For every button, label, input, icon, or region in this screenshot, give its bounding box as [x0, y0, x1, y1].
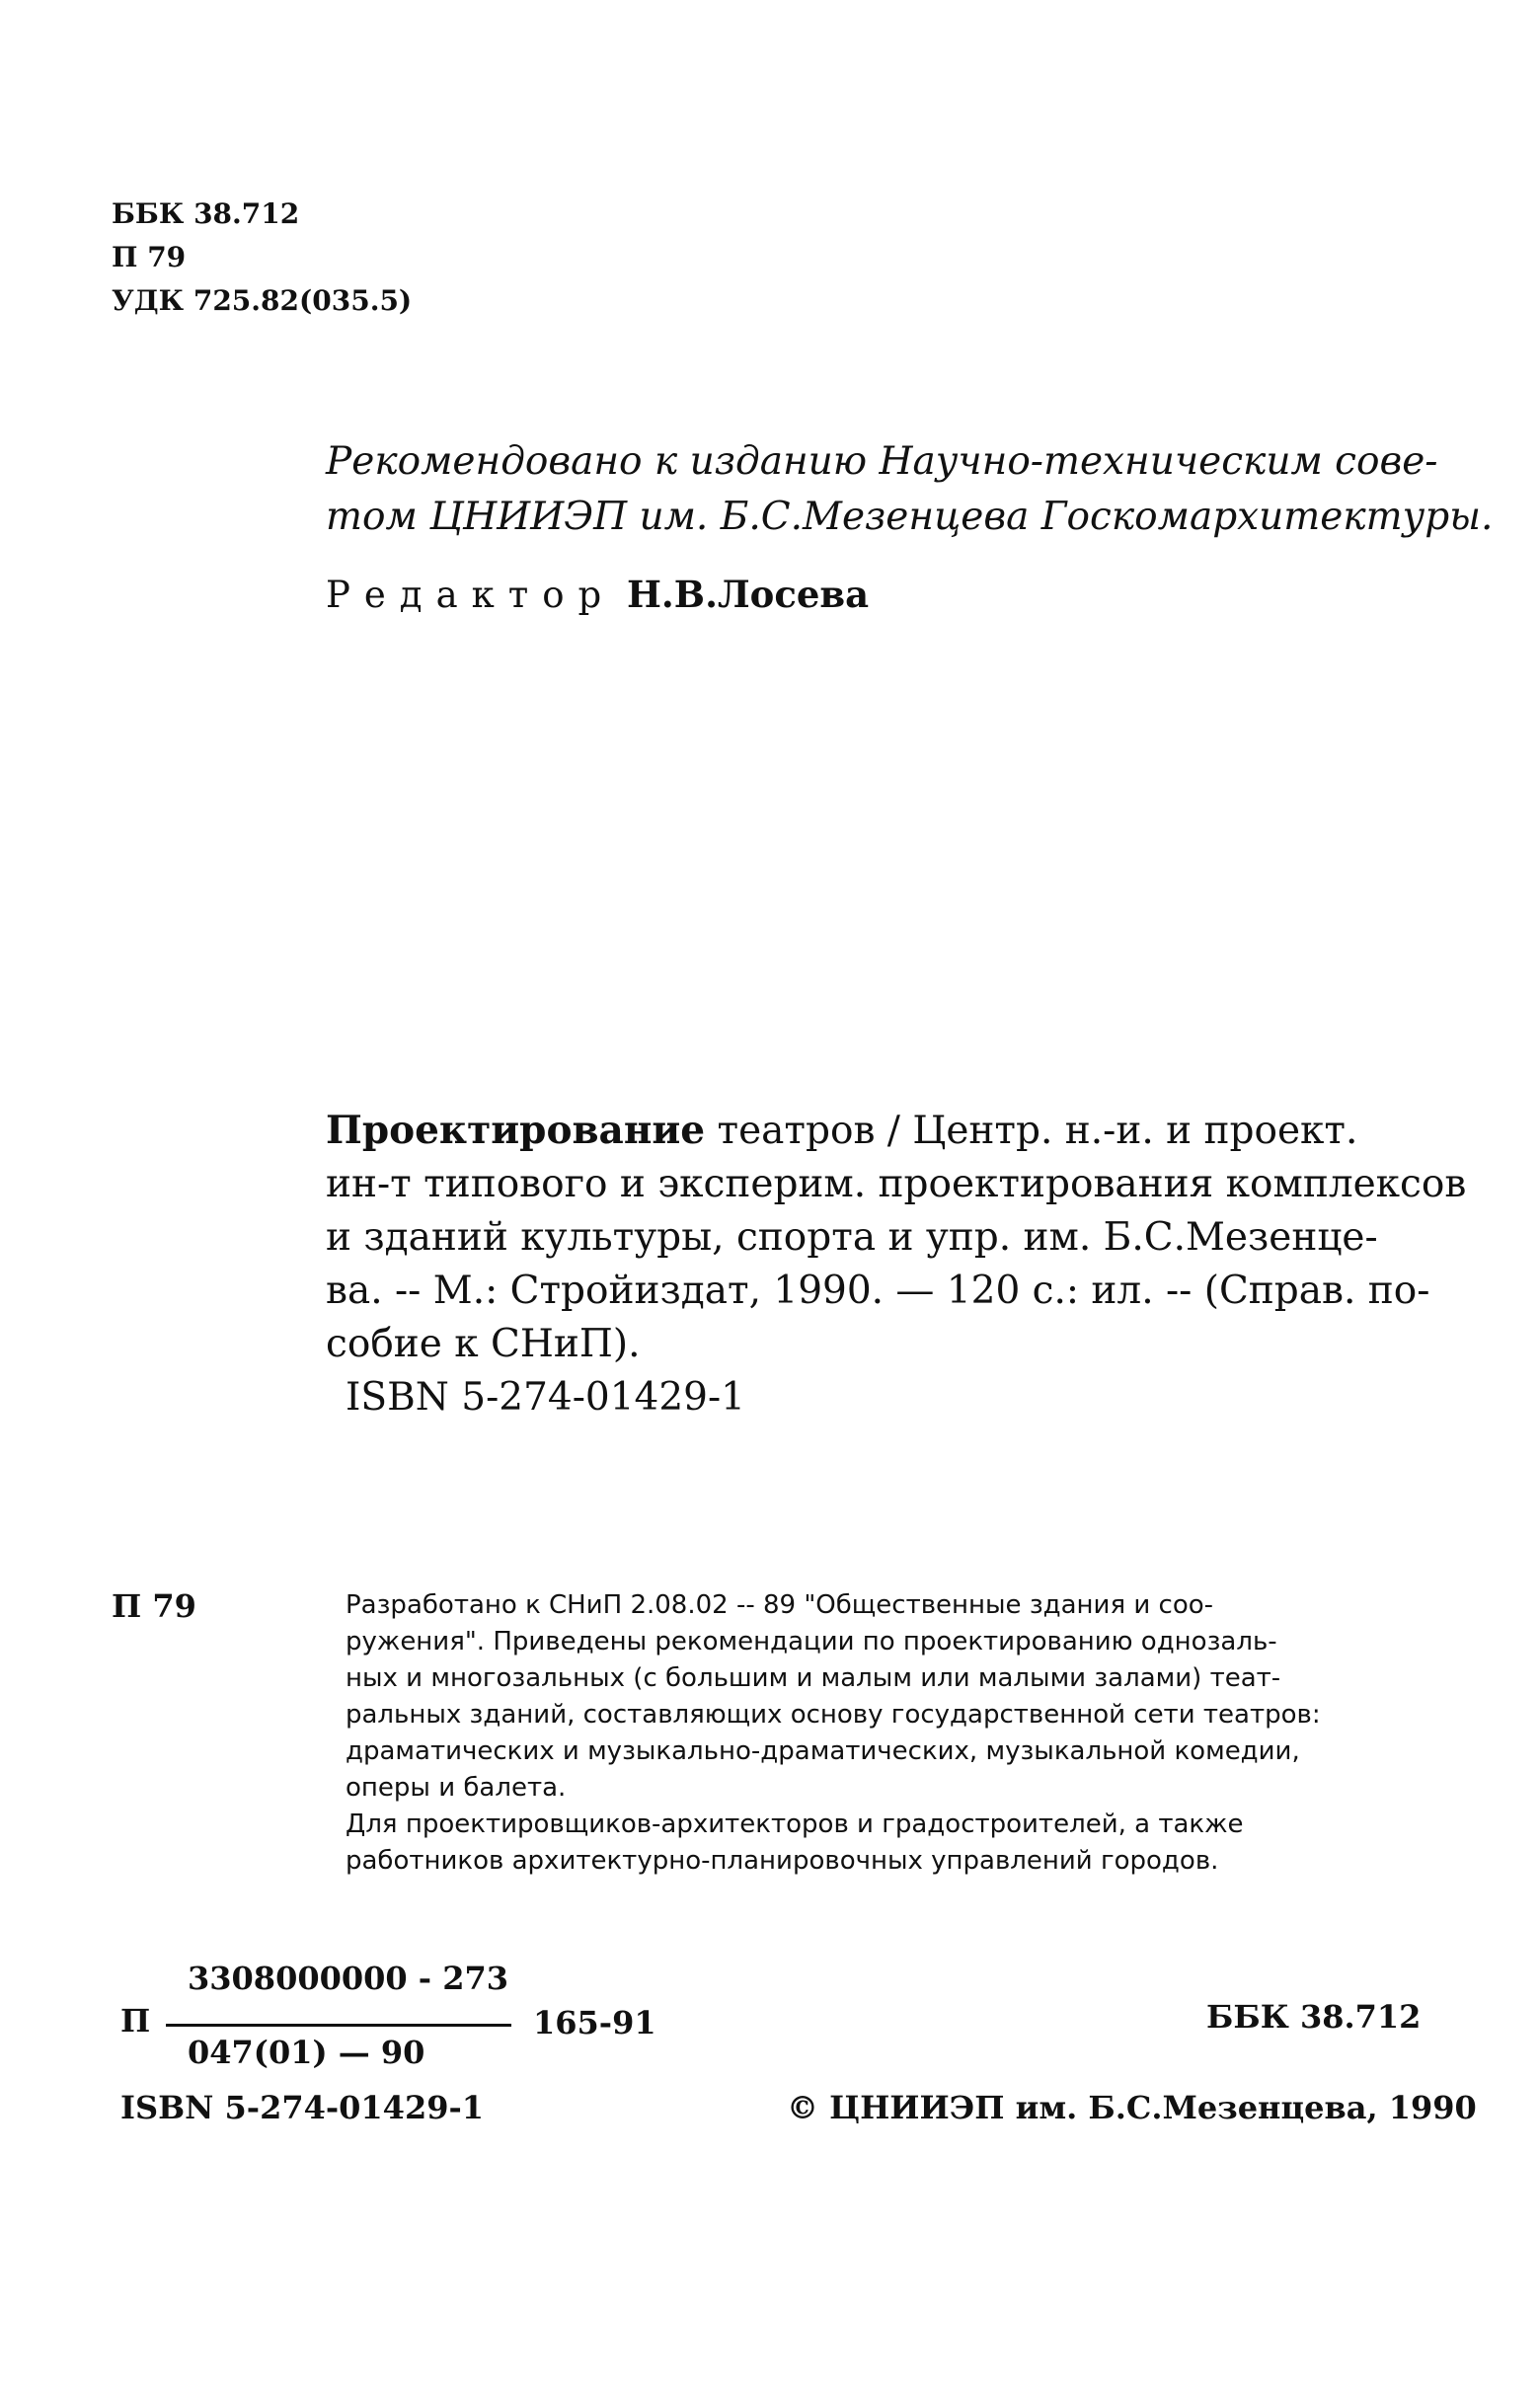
- annotation-line: ральных зданий, составляющих основу государственной сети театров:: [346, 1700, 1321, 1730]
- catalog-numerator: 3308000000 - 273: [188, 1960, 509, 1997]
- recommendation: [326, 434, 1494, 545]
- recommendation-line: Рекомендовано к изданию Научно-техническим сове-: [326, 439, 1438, 484]
- biblio-line: ва. -- М.: Стройиздат, 1990. — 120 с.: ил. -- (Справ. по-: [326, 1269, 1430, 1313]
- biblio-line: собие к СНиП).: [326, 1322, 641, 1366]
- copyright: © ЦНИИЭП им. Б.С.Мезенцева, 1990: [787, 2089, 1477, 2126]
- biblio-isbn: ISBN 5-274-01429-1: [346, 1375, 745, 1420]
- udk-code: УДК 725.82(035.5): [112, 284, 413, 317]
- annotation-line: работников архитектурно-планировочных управлений городов.: [346, 1846, 1219, 1876]
- book-title: Проектирование: [326, 1108, 706, 1153]
- annotation-line: Для проектировщиков-архитекторов и градостроителей, а также: [346, 1810, 1244, 1839]
- fraction-bar: [166, 2024, 511, 2027]
- editor-line: [326, 573, 869, 616]
- biblio-line: и зданий культуры, спорта и упр. им. Б.С.Мезенце-: [326, 1215, 1378, 1260]
- annotation-line: Разработано к СНиП 2.08.02 -- 89 "Общественные здания и соо-: [346, 1590, 1214, 1620]
- author-mark: П 79: [112, 241, 187, 273]
- annotation-line: ружения". Приведены рекомендации по проектированию однозаль-: [346, 1627, 1277, 1656]
- bibliographic-description: [326, 1104, 1467, 1424]
- bbk-code: ББК 38.712: [112, 197, 300, 230]
- annotation-code: П 79: [112, 1587, 196, 1625]
- annotation-line: драматических и музыкально-драматических, музыкальной комедии,: [346, 1736, 1300, 1766]
- biblio-line: ин-т типового и эксперим. проектирования комплексов: [326, 1162, 1467, 1206]
- catalog-isbn: ISBN 5-274-01429-1: [120, 2089, 485, 2126]
- annotation-line: ных и многозальных (с большим и малым или малыми залами) теат-: [346, 1663, 1281, 1693]
- catalog-order: 165-91: [533, 2004, 656, 2041]
- biblio-text: театров / Центр. н.-и. и проект.: [705, 1109, 1358, 1153]
- annotation-line: оперы и балета.: [346, 1773, 567, 1803]
- biblio-line: [326, 1104, 1441, 1158]
- catalog-prefix: П: [120, 2002, 151, 2040]
- editor-name: Н.В.Лосева: [626, 573, 870, 616]
- catalog-bbk: ББК 38.712: [1206, 1998, 1422, 2036]
- recommendation-line: том ЦНИИЭП им. Б.С.Мезенцева Госкомархитектуры.: [326, 495, 1494, 539]
- editor-label: Редактор: [326, 574, 616, 616]
- catalog-denominator: 047(01) — 90: [188, 2034, 425, 2071]
- annotation: [346, 1587, 1441, 1880]
